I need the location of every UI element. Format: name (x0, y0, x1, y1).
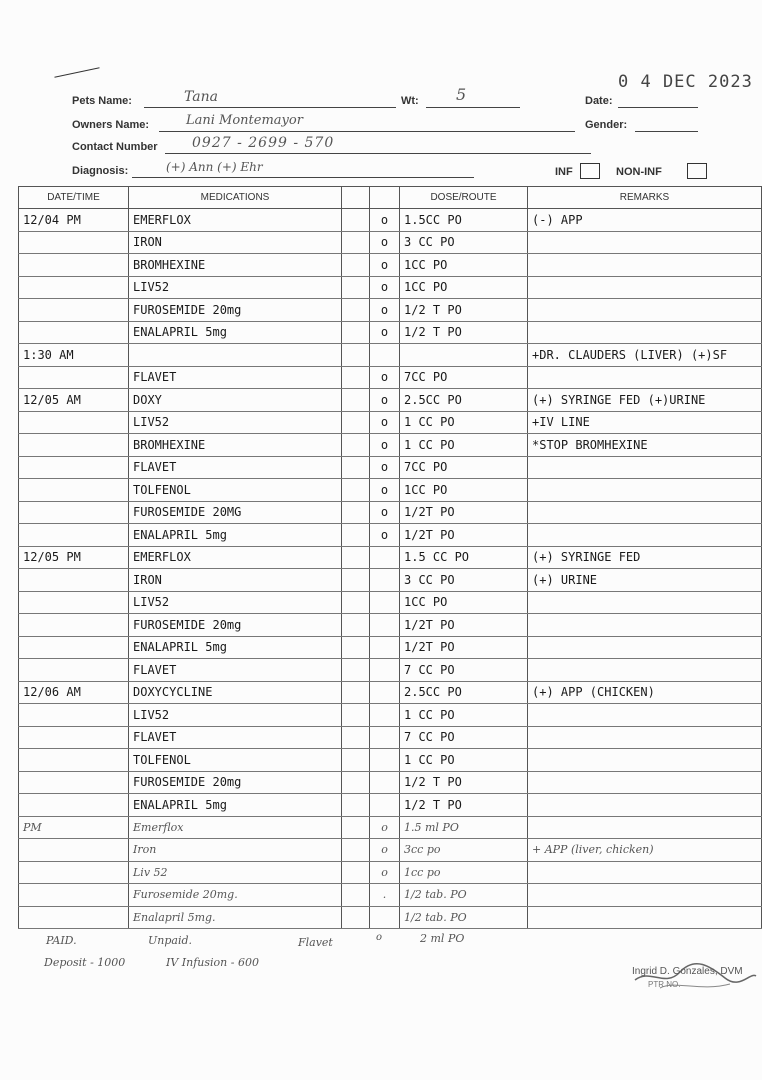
row-medication: IRON (129, 569, 342, 592)
contact-value: 0927 - 2699 - 570 (192, 135, 335, 151)
table-row (19, 524, 762, 547)
row-time: 12/06 AM (19, 681, 129, 704)
table-row (19, 659, 762, 682)
row-remark (528, 591, 762, 614)
row-medication: LIV52 (129, 276, 342, 299)
row-time (19, 614, 129, 637)
row-remark (528, 321, 762, 344)
row-blank (342, 591, 370, 614)
owners-name-line (159, 131, 575, 132)
table-row (19, 681, 762, 704)
row-medication: LIV52 (129, 704, 342, 727)
deposit-note: Deposit - 1000 (44, 956, 126, 969)
row-medication: DOXYCYCLINE (129, 681, 342, 704)
row-dose: 1/2 T PO (400, 321, 528, 344)
row-mark (370, 681, 400, 704)
row-dose: 1cc po (400, 861, 528, 884)
row-medication: EMERFLOX (129, 209, 342, 232)
row-blank (342, 861, 370, 884)
row-remark (528, 231, 762, 254)
table-row (19, 321, 762, 344)
row-time: 12/04 PM (19, 209, 129, 232)
row-blank (342, 456, 370, 479)
row-mark (370, 659, 400, 682)
gender-label: Gender: (585, 119, 628, 131)
gender-line (635, 131, 698, 132)
row-remark (528, 704, 762, 727)
row-mark (370, 749, 400, 772)
pets-name-value: Tana (184, 89, 218, 105)
table-row (19, 591, 762, 614)
row-mark: o (370, 299, 400, 322)
row-blank (342, 366, 370, 389)
row-dose: 1/2T PO (400, 501, 528, 524)
row-time (19, 726, 129, 749)
row-time (19, 884, 129, 907)
row-time (19, 794, 129, 817)
table-row (19, 456, 762, 479)
row-medication: LIV52 (129, 411, 342, 434)
unpaid-note: Unpaid. (148, 934, 193, 947)
row-blank (342, 209, 370, 232)
row-blank (342, 501, 370, 524)
table-row (19, 614, 762, 637)
top-mark (54, 67, 99, 78)
row-blank (342, 254, 370, 277)
row-dose: 1 CC PO (400, 704, 528, 727)
row-dose: 1.5CC PO (400, 209, 528, 232)
row-mark (370, 771, 400, 794)
row-medication: ENALAPRIL 5mg (129, 321, 342, 344)
row-medication (129, 344, 342, 367)
signature-name: Ingrid D. Gonzales, DVM (632, 966, 743, 977)
table-row (19, 771, 762, 794)
row-blank (342, 816, 370, 839)
row-mark: o (370, 209, 400, 232)
row-dose: 1/2T PO (400, 614, 528, 637)
header-datetime: DATE/TIME (19, 187, 129, 209)
row-dose: 1/2T PO (400, 524, 528, 547)
table-row (19, 794, 762, 817)
row-dose: 1/2T PO (400, 636, 528, 659)
table-row (19, 906, 762, 929)
row-dose: 1 CC PO (400, 411, 528, 434)
header-medications: MEDICATIONS (129, 187, 342, 209)
row-dose: 1/2 T PO (400, 794, 528, 817)
table-row (19, 344, 762, 367)
weight-value: 5 (456, 85, 467, 104)
row-dose: 1 CC PO (400, 434, 528, 457)
row-medication: LIV52 (129, 591, 342, 614)
row-mark (370, 344, 400, 367)
row-mark (370, 546, 400, 569)
row-blank (342, 659, 370, 682)
row-dose: 1/2 tab. PO (400, 906, 528, 929)
row-medication: DOXY (129, 389, 342, 412)
row-medication: Emerflox (129, 816, 342, 839)
flavet-note: Flavet (298, 936, 333, 949)
row-time (19, 456, 129, 479)
row-time (19, 434, 129, 457)
diagnosis-value: (+) Ann (+) Ehr (166, 160, 263, 174)
row-remark (528, 524, 762, 547)
iv-infusion-note: IV Infusion - 600 (166, 956, 259, 969)
inf-checkbox[interactable] (580, 163, 600, 179)
row-mark: o (370, 366, 400, 389)
row-remark: (+) SYRINGE FED (528, 546, 762, 569)
row-mark (370, 591, 400, 614)
row-blank (342, 614, 370, 637)
row-medication: TOLFENOL (129, 749, 342, 772)
row-dose: 1.5 ml PO (400, 816, 528, 839)
row-blank (342, 276, 370, 299)
row-time (19, 276, 129, 299)
table-row (19, 704, 762, 727)
row-remark (528, 479, 762, 502)
row-mark: o (370, 434, 400, 457)
row-blank (342, 704, 370, 727)
header-blank-2 (370, 187, 400, 209)
row-time (19, 906, 129, 929)
row-time (19, 839, 129, 862)
row-mark (370, 704, 400, 727)
table-row (19, 861, 762, 884)
row-mark: o (370, 839, 400, 862)
row-blank (342, 479, 370, 502)
row-dose: 7 CC PO (400, 659, 528, 682)
row-time (19, 569, 129, 592)
table-row (19, 884, 762, 907)
row-remark (528, 884, 762, 907)
row-dose: 1CC PO (400, 254, 528, 277)
table-row (19, 479, 762, 502)
weight-line (426, 107, 520, 108)
row-mark: o (370, 861, 400, 884)
row-medication: BROMHEXINE (129, 254, 342, 277)
row-time (19, 659, 129, 682)
signature-sub: PTR NO. (648, 980, 681, 989)
date-line (618, 107, 698, 108)
row-blank (342, 749, 370, 772)
row-remark (528, 299, 762, 322)
row-remark: *STOP BROMHEXINE (528, 434, 762, 457)
row-medication: ENALAPRIL 5mg (129, 524, 342, 547)
header-blank-1 (342, 187, 370, 209)
row-medication: ENALAPRIL 5mg (129, 636, 342, 659)
row-remark (528, 816, 762, 839)
signature-icon (630, 958, 760, 998)
table-row (19, 434, 762, 457)
row-blank (342, 231, 370, 254)
table-row (19, 254, 762, 277)
owners-name-value: Lani Montemayor (186, 113, 303, 128)
row-time (19, 254, 129, 277)
row-medication: Liv 52 (129, 861, 342, 884)
row-remark (528, 614, 762, 637)
row-mark: o (370, 321, 400, 344)
row-dose: 1CC PO (400, 479, 528, 502)
row-medication: FUROSEMIDE 20mg (129, 299, 342, 322)
pets-name-line (144, 107, 396, 108)
row-remark: +DR. CLAUDERS (LIVER) (+)SF (528, 344, 762, 367)
row-medication: Iron (129, 839, 342, 862)
row-mark: o (370, 501, 400, 524)
row-medication: FUROSEMIDE 20mg (129, 614, 342, 637)
row-dose: 2.5CC PO (400, 681, 528, 704)
header-remarks: REMARKS (528, 187, 762, 209)
row-medication: Enalapril 5mg. (129, 906, 342, 929)
row-mark (370, 636, 400, 659)
table-row (19, 231, 762, 254)
row-time: 12/05 AM (19, 389, 129, 412)
noninf-checkbox[interactable] (687, 163, 707, 179)
row-remark (528, 771, 762, 794)
row-medication: FLAVET (129, 726, 342, 749)
row-time (19, 479, 129, 502)
row-dose: 1CC PO (400, 276, 528, 299)
row-mark: o (370, 479, 400, 502)
row-time (19, 321, 129, 344)
row-remark: + APP (liver, chicken) (528, 839, 762, 862)
row-dose: 1/2 T PO (400, 771, 528, 794)
row-blank (342, 681, 370, 704)
row-medication: EMERFLOX (129, 546, 342, 569)
row-time (19, 411, 129, 434)
paid-note: PAID. (46, 934, 77, 947)
date-label: Date: (585, 95, 613, 107)
table-row (19, 276, 762, 299)
table-header-row (19, 187, 762, 209)
table-row (19, 546, 762, 569)
table-row (19, 209, 762, 232)
date-stamp: 0 4 DEC 2023 (618, 72, 753, 92)
row-blank (342, 794, 370, 817)
row-time (19, 524, 129, 547)
medication-table (18, 186, 762, 929)
row-remark (528, 254, 762, 277)
row-mark (370, 569, 400, 592)
row-mark: o (370, 816, 400, 839)
row-blank (342, 771, 370, 794)
row-time (19, 771, 129, 794)
row-medication: BROMHEXINE (129, 434, 342, 457)
row-time: PM (19, 816, 129, 839)
row-blank (342, 884, 370, 907)
row-blank (342, 389, 370, 412)
row-time (19, 704, 129, 727)
flavet-mark: o (376, 932, 383, 943)
table-row (19, 411, 762, 434)
row-remark: (+) SYRINGE FED (+)URINE (528, 389, 762, 412)
row-time (19, 591, 129, 614)
table-row (19, 501, 762, 524)
weight-label: Wt: (401, 95, 419, 107)
row-dose: 1 CC PO (400, 749, 528, 772)
row-dose (400, 344, 528, 367)
row-time (19, 861, 129, 884)
row-mark: o (370, 389, 400, 412)
row-remark (528, 276, 762, 299)
table-row (19, 366, 762, 389)
row-medication: FUROSEMIDE 20mg (129, 771, 342, 794)
row-mark: o (370, 276, 400, 299)
row-mark (370, 614, 400, 637)
row-mark (370, 726, 400, 749)
row-remark (528, 501, 762, 524)
header-dose: DOSE/ROUTE (400, 187, 528, 209)
row-blank (342, 546, 370, 569)
row-time (19, 501, 129, 524)
row-remark (528, 749, 762, 772)
row-blank (342, 524, 370, 547)
row-time (19, 366, 129, 389)
row-remark: +IV LINE (528, 411, 762, 434)
row-blank (342, 434, 370, 457)
row-remark: (-) APP (528, 209, 762, 232)
row-mark: o (370, 411, 400, 434)
row-remark (528, 659, 762, 682)
row-blank (342, 636, 370, 659)
row-time (19, 636, 129, 659)
row-remark (528, 726, 762, 749)
row-medication: FLAVET (129, 659, 342, 682)
row-blank (342, 569, 370, 592)
row-mark: o (370, 231, 400, 254)
row-time: 1:30 AM (19, 344, 129, 367)
table-row (19, 726, 762, 749)
diagnosis-label: Diagnosis: (72, 165, 129, 177)
inf-label: INF (555, 166, 573, 178)
contact-line (165, 153, 591, 154)
row-blank (342, 839, 370, 862)
row-dose: 1/2 tab. PO (400, 884, 528, 907)
row-blank (342, 906, 370, 929)
row-time: 12/05 PM (19, 546, 129, 569)
row-remark: (+) APP (CHICKEN) (528, 681, 762, 704)
owners-name-label: Owners Name: (72, 119, 150, 131)
row-medication: FUROSEMIDE 20MG (129, 501, 342, 524)
row-medication: FLAVET (129, 366, 342, 389)
row-mark (370, 906, 400, 929)
row-medication: FLAVET (129, 456, 342, 479)
row-dose: 1.5 CC PO (400, 546, 528, 569)
row-medication: TOLFENOL (129, 479, 342, 502)
row-blank (342, 344, 370, 367)
diagnosis-line (132, 177, 474, 178)
row-dose: 3 CC PO (400, 569, 528, 592)
row-blank (342, 726, 370, 749)
row-dose: 7 CC PO (400, 726, 528, 749)
pets-name-label: Pets Name: (72, 95, 132, 107)
row-dose: 7CC PO (400, 456, 528, 479)
row-medication: ENALAPRIL 5mg (129, 794, 342, 817)
row-mark (370, 794, 400, 817)
contact-label: Contact Number (72, 141, 158, 153)
row-dose: 2.5CC PO (400, 389, 528, 412)
row-mark: o (370, 524, 400, 547)
row-dose: 1/2 T PO (400, 299, 528, 322)
row-remark: (+) URINE (528, 569, 762, 592)
row-medication: IRON (129, 231, 342, 254)
table-row (19, 839, 762, 862)
row-blank (342, 321, 370, 344)
row-remark (528, 366, 762, 389)
row-dose: 3cc po (400, 839, 528, 862)
row-mark: o (370, 456, 400, 479)
noninf-label: NON-INF (616, 166, 662, 178)
flavet-dose: 2 ml PO (420, 932, 465, 945)
table-row (19, 299, 762, 322)
row-remark (528, 861, 762, 884)
table-row (19, 816, 762, 839)
row-dose: 7CC PO (400, 366, 528, 389)
row-mark: . (370, 884, 400, 907)
row-time (19, 231, 129, 254)
row-medication: Furosemide 20mg. (129, 884, 342, 907)
row-dose: 1CC PO (400, 591, 528, 614)
row-time (19, 299, 129, 322)
row-remark (528, 794, 762, 817)
row-remark (528, 456, 762, 479)
table-row (19, 389, 762, 412)
row-blank (342, 299, 370, 322)
row-remark (528, 636, 762, 659)
row-blank (342, 411, 370, 434)
table-row (19, 569, 762, 592)
row-dose: 3 CC PO (400, 231, 528, 254)
row-time (19, 749, 129, 772)
row-mark: o (370, 254, 400, 277)
table-row (19, 636, 762, 659)
row-remark (528, 906, 762, 929)
table-row (19, 749, 762, 772)
